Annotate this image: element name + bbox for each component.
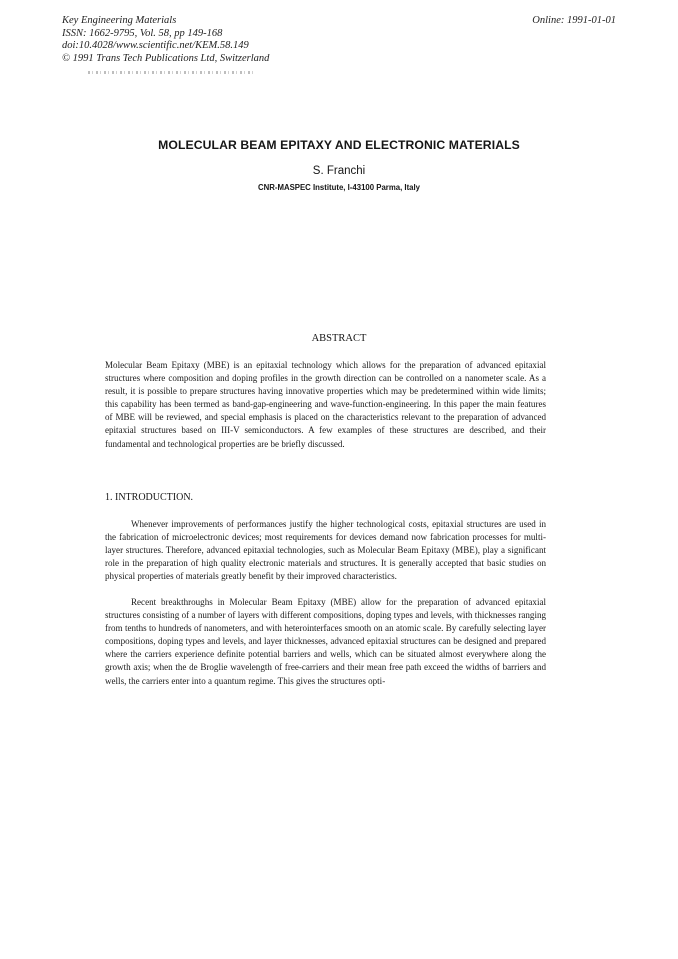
copyright-line: © 1991 Trans Tech Publications Ltd, Switzerland xyxy=(62,52,270,64)
paper-author: S. Franchi xyxy=(312,165,366,177)
journal-name: Key Engineering Materials xyxy=(62,15,177,26)
introduction-paragraph-2: Recent breakthroughs in Molecular Beam Epitaxy (MBE) allow for the preparation of advanced epitaxial structures consisting of a number of layers with different compositions, doping types and levels, with thicknesses ranging from tenths to hundreds of nanometers, and with heterointerfaces smooth on an atomic scale. By carefully selecting layer compositions, doping types and levels, and layer thicknesses, advanced epitaxial structures can be designed and prepared where the carriers experience definite potential barriers and wells, which can be situated almost everywhere along the growth axis; when the de Broglie wavelength of free-carriers and their mean free path exceed the widths of barriers and wells, the carriers enter into a quantum regime. This gives the structures opti- xyxy=(105,597,546,686)
scan-artifact xyxy=(88,71,256,74)
abstract-heading: ABSTRACT xyxy=(311,333,367,344)
paper-title: MOLECULAR BEAM EPITAXY AND ELECTRONIC MATERIALS xyxy=(158,138,520,152)
journal-header xyxy=(62,15,269,65)
section-heading-introduction: 1. INTRODUCTION. xyxy=(105,492,194,503)
online-date: Online: 1991-01-01 xyxy=(532,15,616,26)
doi-line: doi:10.4028/www.scientific.net/KEM.58.149 xyxy=(62,40,249,51)
abstract-text: Molecular Beam Epitaxy (MBE) is an epitaxial technology which allows for the preparation of advanced epitaxial structures where composition and doping profiles in the growth direction can be controlled on a nanometer scale. As a result, it is possible to prepare structures having innovative properties which may be predetermined within wide limits; this capability has been termed as band-gap-engineering and wave-function-engineering. In this paper the main features of MBE will be reviewed, and special emphasis is placed on the characteristics relevant to the preparation of advanced epitaxial structures based on III-V semiconductors. A few examples of these structures are described, and their fundamental and technological properties are be briefly discussed. xyxy=(105,360,546,449)
issn-line: ISSN: 1662-9795, Vol. 58, pp 149-168 xyxy=(62,27,223,39)
author-affiliation: CNR-MASPEC Institute, I-43100 Parma, Italy xyxy=(257,183,421,192)
introduction-paragraph-1: Whenever improvements of performances justify the higher technological costs, epitaxial structures are used in the fabrication of microelectronic devices; most requirements for devices demand now fabrication processes for multi-layer structures. Therefore, advanced epitaxial technologies, such as Molecular Beam Epitaxy (MBE), play a significant role in the preparation of high quality electronic materials and structures. It is generally accepted that basic studies on physical properties of materials greatly benefit by their improved characteristics. xyxy=(105,519,546,582)
